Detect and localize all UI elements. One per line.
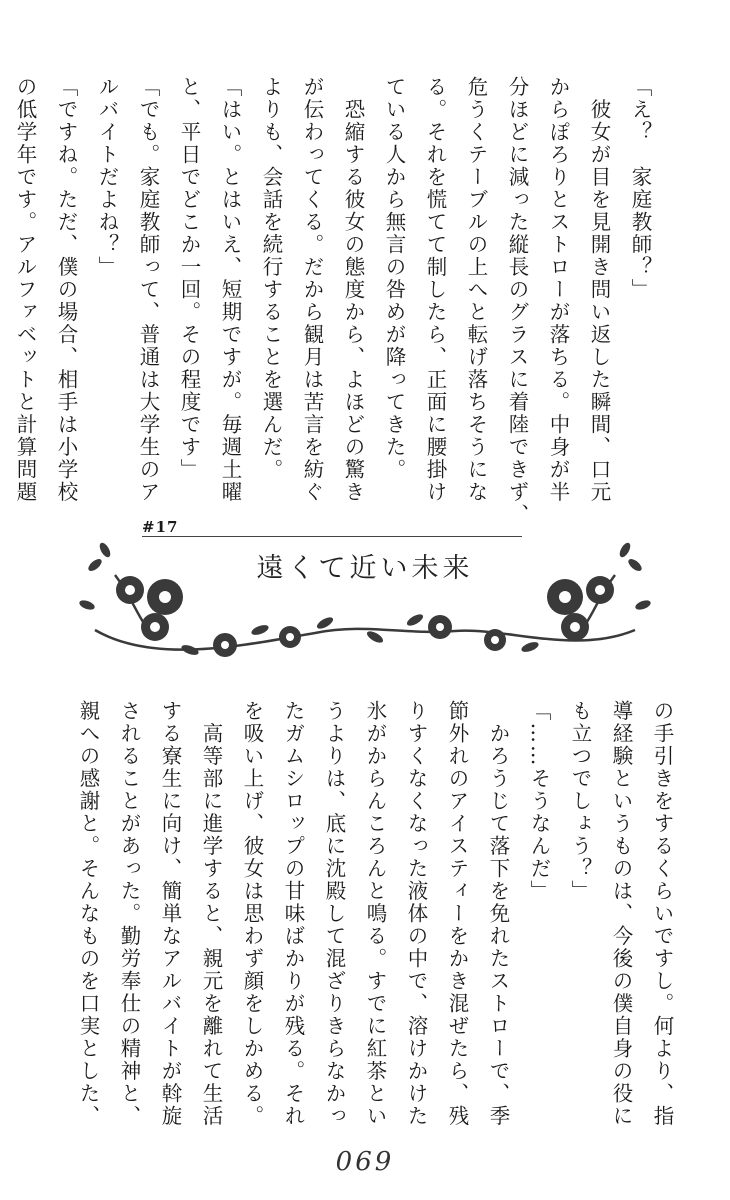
text-line: する寮生に向け、簡単なアルバイトが斡旋 bbox=[158, 700, 182, 1128]
text-line: されることがあった。勤労奉仕の精神と、 bbox=[117, 700, 141, 1128]
text-line: 「はい。とはいえ、短期ですが。毎週土曜 bbox=[218, 76, 242, 504]
text-line: 恐縮する彼女の態度から、よほどの驚き bbox=[341, 76, 365, 504]
text-line: る。それを慌てて制したら、正面に腰掛け bbox=[423, 76, 447, 504]
page-number: 069 bbox=[335, 1147, 395, 1177]
text-line: を吸い上げ、彼女は思わず顔をしかめる。 bbox=[240, 700, 264, 1128]
text-line: ルバイトだよね？」 bbox=[95, 76, 119, 279]
text-line: の低学年です。アルファベットと計算問題 bbox=[13, 76, 37, 504]
text-line: よりも、会話を続行することを選んだ。 bbox=[259, 76, 283, 481]
upper-body-text bbox=[4, 76, 660, 526]
text-line: 節外れのアイスティーをかき混ぜたら、残 bbox=[445, 700, 469, 1128]
text-line: 「でも。家庭教師って、普通は大学生のア bbox=[136, 76, 160, 504]
chapter-number: #17 bbox=[142, 518, 179, 536]
text-line: も立つでしょう？」 bbox=[568, 700, 592, 903]
text-line: 「え？ 家庭教師？」 bbox=[628, 76, 652, 301]
text-line: の手引きをするくらいですし。何より、指 bbox=[650, 700, 674, 1128]
text-line: と、平日でどこか一回。その程度です」 bbox=[177, 76, 201, 481]
text-line: 分ほどに減った縦長のグラスに着陸できず、 bbox=[505, 76, 529, 526]
text-line: たガムシロップの甘味ばかりが残る。それ bbox=[281, 700, 305, 1128]
text-line: 親への感謝と。そんなものを口実とした、 bbox=[76, 700, 100, 1128]
text-line: ている人から無言の咎めが降ってきた。 bbox=[382, 76, 406, 481]
text-line: うよりは、底に沈殿して混ざりきらなかっ bbox=[322, 700, 346, 1128]
text-line: かろうじて落下を免れたストローで、季 bbox=[486, 700, 510, 1128]
lower-body-text bbox=[67, 700, 682, 1128]
text-line: 高等部に進学すると、親元を離れて生活 bbox=[199, 700, 223, 1128]
text-line: 危うくテーブルの上へと転げ落ちそうにな bbox=[464, 76, 488, 504]
text-line: りすくなくなった液体の中で、溶けかけた bbox=[404, 700, 428, 1128]
text-line: 「ですね。ただ、僕の場合、相手は小学校 bbox=[54, 76, 78, 504]
text-line: 「……そうなんだ」 bbox=[527, 700, 551, 903]
text-line: が伝わってくる。だから観月は苦言を紡ぐ bbox=[300, 76, 324, 504]
text-line: からぽろりとストローが落ちる。中身が半 bbox=[546, 76, 570, 504]
text-line: 彼女が目を見開き問い返した瞬間、口元 bbox=[587, 76, 611, 504]
chapter-title: 遠くて近い未来 bbox=[256, 553, 474, 584]
chapter-divider bbox=[142, 536, 522, 537]
text-line: 氷がからんころんと鳴る。すでに紅茶とい bbox=[363, 700, 387, 1128]
text-line: 導経験というものは、今後の僕自身の役に bbox=[609, 700, 633, 1128]
